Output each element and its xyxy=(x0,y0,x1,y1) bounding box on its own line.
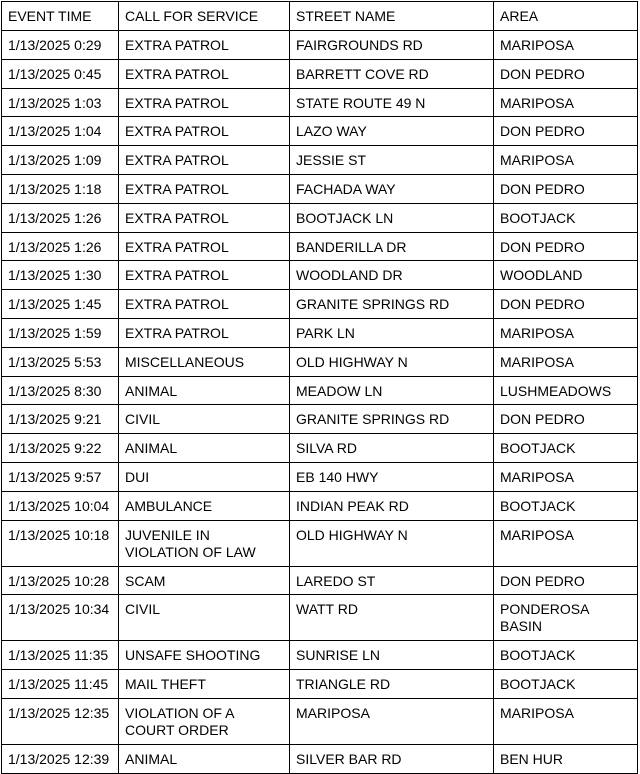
area-cell: LUSHMEADOWS xyxy=(494,376,638,405)
area-cell: WOODLAND xyxy=(494,261,638,290)
area-cell: MARIPOSA xyxy=(494,462,638,491)
call-for-service-cell: MISCELLANEOUS xyxy=(119,347,290,376)
header-event-time: EVENT TIME xyxy=(2,2,119,31)
call-for-service-cell: SCAM xyxy=(119,566,290,595)
call-for-service-cell: EXTRA PATROL xyxy=(119,318,290,347)
table-row xyxy=(2,347,638,376)
call-for-service-cell: MAIL THEFT xyxy=(119,670,290,699)
event-time-cell: 1/13/2025 8:30 xyxy=(2,376,119,405)
header-area: AREA xyxy=(494,2,638,31)
call-for-service-cell: ANIMAL xyxy=(119,434,290,463)
street-name-cell: MEADOW LN xyxy=(290,376,494,405)
event-time-cell: 1/13/2025 9:21 xyxy=(2,405,119,434)
street-name-cell: GRANITE SPRINGS RD xyxy=(290,290,494,319)
event-time-cell: 1/13/2025 0:45 xyxy=(2,59,119,88)
calls-for-service-table xyxy=(1,1,638,774)
area-cell: MARIPOSA xyxy=(494,88,638,117)
event-time-cell: 1/13/2025 12:39 xyxy=(2,744,119,773)
table-row xyxy=(2,117,638,146)
area-cell: BEN HUR xyxy=(494,744,638,773)
table-row xyxy=(2,698,638,744)
call-for-service-cell: EXTRA PATROL xyxy=(119,59,290,88)
table-row xyxy=(2,31,638,60)
call-for-service-cell: EXTRA PATROL xyxy=(119,174,290,203)
table-row xyxy=(2,203,638,232)
street-name-cell: SILVA RD xyxy=(290,434,494,463)
table-row xyxy=(2,670,638,699)
table-row xyxy=(2,232,638,261)
table-row xyxy=(2,146,638,175)
call-for-service-cell: DUI xyxy=(119,462,290,491)
street-name-cell: GRANITE SPRINGS RD xyxy=(290,405,494,434)
street-name-cell: EB 140 HWY xyxy=(290,462,494,491)
table-row xyxy=(2,462,638,491)
area-cell: BOOTJACK xyxy=(494,203,638,232)
area-cell: DON PEDRO xyxy=(494,290,638,319)
area-cell: MARIPOSA xyxy=(494,520,638,566)
header-row xyxy=(2,2,638,31)
area-cell: BOOTJACK xyxy=(494,641,638,670)
street-name-cell: WATT RD xyxy=(290,595,494,641)
area-cell: MARIPOSA xyxy=(494,698,638,744)
area-cell: DON PEDRO xyxy=(494,117,638,146)
event-time-cell: 1/13/2025 10:04 xyxy=(2,491,119,520)
street-name-cell: SUNRISE LN xyxy=(290,641,494,670)
table-row xyxy=(2,595,638,641)
event-time-cell: 1/13/2025 1:18 xyxy=(2,174,119,203)
table-row xyxy=(2,566,638,595)
call-for-service-cell: AMBULANCE xyxy=(119,491,290,520)
header-street-name: STREET NAME xyxy=(290,2,494,31)
table-body xyxy=(2,31,638,774)
street-name-cell: BOOTJACK LN xyxy=(290,203,494,232)
call-for-service-cell: EXTRA PATROL xyxy=(119,232,290,261)
table-row xyxy=(2,520,638,566)
call-for-service-cell: CIVIL xyxy=(119,595,290,641)
call-for-service-cell: EXTRA PATROL xyxy=(119,261,290,290)
table-row xyxy=(2,744,638,773)
event-time-cell: 1/13/2025 1:09 xyxy=(2,146,119,175)
event-time-cell: 1/13/2025 1:26 xyxy=(2,232,119,261)
call-for-service-cell: EXTRA PATROL xyxy=(119,203,290,232)
street-name-cell: OLD HIGHWAY N xyxy=(290,520,494,566)
table-row xyxy=(2,434,638,463)
event-time-cell: 1/13/2025 10:28 xyxy=(2,566,119,595)
street-name-cell: LAREDO ST xyxy=(290,566,494,595)
table-row xyxy=(2,491,638,520)
call-for-service-cell: VIOLATION OF A COURT ORDER xyxy=(119,698,290,744)
table-row xyxy=(2,641,638,670)
street-name-cell: FAIRGROUNDS RD xyxy=(290,31,494,60)
area-cell: BOOTJACK xyxy=(494,491,638,520)
area-cell: MARIPOSA xyxy=(494,318,638,347)
call-for-service-cell: ANIMAL xyxy=(119,744,290,773)
event-time-cell: 1/13/2025 0:29 xyxy=(2,31,119,60)
call-for-service-cell: ANIMAL xyxy=(119,376,290,405)
street-name-cell: FACHADA WAY xyxy=(290,174,494,203)
call-for-service-cell: EXTRA PATROL xyxy=(119,117,290,146)
area-cell: MARIPOSA xyxy=(494,31,638,60)
event-time-cell: 1/13/2025 1:03 xyxy=(2,88,119,117)
event-time-cell: 1/13/2025 1:45 xyxy=(2,290,119,319)
event-time-cell: 1/13/2025 9:57 xyxy=(2,462,119,491)
street-name-cell: PARK LN xyxy=(290,318,494,347)
street-name-cell: LAZO WAY xyxy=(290,117,494,146)
area-cell: DON PEDRO xyxy=(494,405,638,434)
area-cell: MARIPOSA xyxy=(494,347,638,376)
call-for-service-cell: CIVIL xyxy=(119,405,290,434)
street-name-cell: JESSIE ST xyxy=(290,146,494,175)
event-time-cell: 1/13/2025 5:53 xyxy=(2,347,119,376)
event-time-cell: 1/13/2025 1:26 xyxy=(2,203,119,232)
street-name-cell: OLD HIGHWAY N xyxy=(290,347,494,376)
street-name-cell: INDIAN PEAK RD xyxy=(290,491,494,520)
table-row xyxy=(2,59,638,88)
header-call-for-service: CALL FOR SERVICE xyxy=(119,2,290,31)
street-name-cell: BANDERILLA DR xyxy=(290,232,494,261)
table-row xyxy=(2,174,638,203)
call-for-service-cell: EXTRA PATROL xyxy=(119,88,290,117)
call-for-service-cell: EXTRA PATROL xyxy=(119,146,290,175)
street-name-cell: WOODLAND DR xyxy=(290,261,494,290)
street-name-cell: STATE ROUTE 49 N xyxy=(290,88,494,117)
event-time-cell: 1/13/2025 11:45 xyxy=(2,670,119,699)
call-for-service-cell: UNSAFE SHOOTING xyxy=(119,641,290,670)
area-cell: DON PEDRO xyxy=(494,566,638,595)
area-cell: BOOTJACK xyxy=(494,670,638,699)
call-for-service-cell: EXTRA PATROL xyxy=(119,31,290,60)
street-name-cell: TRIANGLE RD xyxy=(290,670,494,699)
area-cell: PONDEROSA BASIN xyxy=(494,595,638,641)
call-for-service-cell: EXTRA PATROL xyxy=(119,290,290,319)
event-time-cell: 1/13/2025 11:35 xyxy=(2,641,119,670)
call-for-service-cell: JUVENILE IN VIOLATION OF LAW xyxy=(119,520,290,566)
event-time-cell: 1/13/2025 1:04 xyxy=(2,117,119,146)
table-row xyxy=(2,376,638,405)
event-time-cell: 1/13/2025 9:22 xyxy=(2,434,119,463)
event-time-cell: 1/13/2025 10:18 xyxy=(2,520,119,566)
area-cell: DON PEDRO xyxy=(494,174,638,203)
table-row xyxy=(2,261,638,290)
street-name-cell: BARRETT COVE RD xyxy=(290,59,494,88)
area-cell: MARIPOSA xyxy=(494,146,638,175)
event-time-cell: 1/13/2025 1:30 xyxy=(2,261,119,290)
area-cell: DON PEDRO xyxy=(494,59,638,88)
table-row xyxy=(2,405,638,434)
street-name-cell: MARIPOSA xyxy=(290,698,494,744)
event-time-cell: 1/13/2025 10:34 xyxy=(2,595,119,641)
area-cell: DON PEDRO xyxy=(494,232,638,261)
street-name-cell: SILVER BAR RD xyxy=(290,744,494,773)
table-row xyxy=(2,318,638,347)
area-cell: BOOTJACK xyxy=(494,434,638,463)
event-time-cell: 1/13/2025 1:59 xyxy=(2,318,119,347)
table-row xyxy=(2,290,638,319)
table-row xyxy=(2,88,638,117)
event-time-cell: 1/13/2025 12:35 xyxy=(2,698,119,744)
